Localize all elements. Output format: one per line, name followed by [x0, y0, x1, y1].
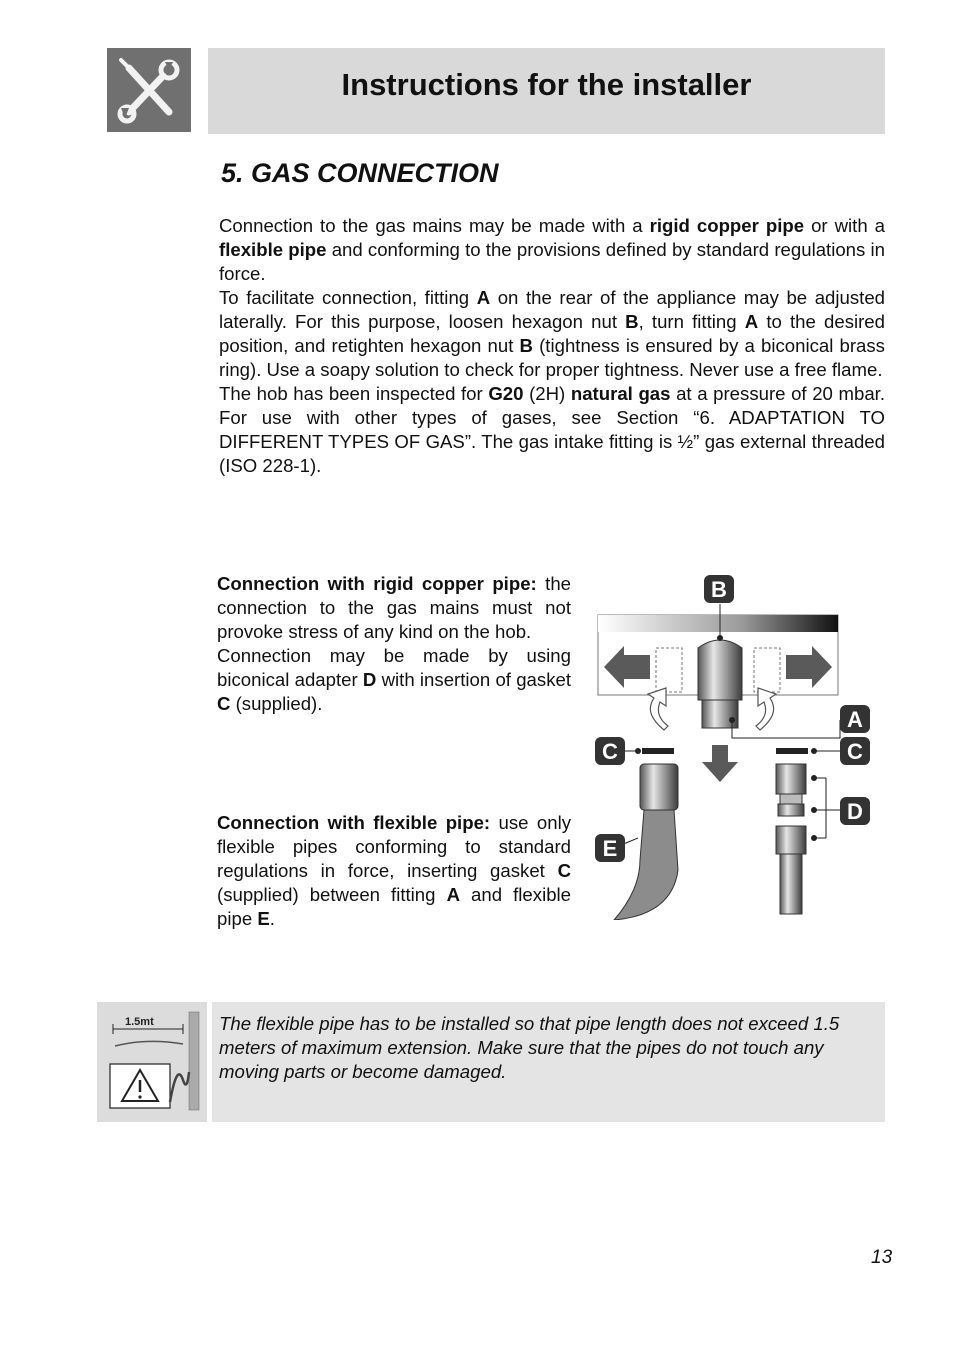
rigid-paragraph-1: Connection with rigid copper pipe: the connection to the gas mains must not provoke stress of any kind on the hob.	[217, 573, 572, 642]
header-bar	[208, 48, 885, 134]
intro-text	[219, 214, 885, 478]
gas-connection-diagram	[594, 570, 876, 920]
intro-paragraph-2: To facilitate connection, fitting A on the rear of the appliance may be adjusted laterally. For this purpose, loosen hexagon nut B, turn fitting A to the desired position, and retighten hexagon nut B (tightness is ensured by a biconical brass ring). Use a soapy solution to check for proper tightness. Never use a free flame.	[219, 287, 885, 380]
label-e: E	[602, 836, 618, 861]
tools-icon	[107, 48, 191, 132]
down-arrow	[702, 745, 738, 782]
appliance-panel	[598, 615, 838, 632]
page-title: Instructions for the installer	[341, 67, 752, 102]
pipe-length-label: 1.5mt	[125, 1016, 154, 1028]
label-d: D	[847, 799, 863, 824]
note-box	[212, 1002, 885, 1122]
intro-paragraph-3: The hob has been inspected for G20 (2H) natural gas at a pressure of 20 mbar. For use with other types of gases, see Section “6. ADAPTATION TO DIFFERENT TYPES OF GAS”. The gas intake fitting is ½” gas external threaded (ISO 228-1).	[219, 383, 885, 476]
rigid-paragraph-2: Connection may be made by using biconical adapter D with insertion of gasket C (supplied).	[217, 645, 571, 714]
label-c-right: C	[847, 739, 863, 764]
flexible-paragraph: Connection with flexible pipe: use only flexible pipes conforming to standard regulations in force, inserting gasket C (supplied) between fitting A and flexible pipe E.	[217, 812, 572, 929]
fitting-a	[698, 640, 742, 700]
note-text: The flexible pipe has to be installed so that pipe length does not exceed 1.5 meters of maximum extension. Make sure that the pipes do not touch any moving parts or become damaged.	[219, 1013, 840, 1082]
section-title: 5. GAS CONNECTION	[221, 158, 499, 188]
intro-paragraph-1: Connection to the gas mains may be made with a rigid copper pipe or with a flexible pipe and conforming to the provisions defined by standard regulations in force.	[219, 215, 885, 284]
label-b: B	[711, 577, 727, 602]
label-a: A	[847, 707, 863, 732]
pipe-length-warning-icon	[97, 1002, 207, 1122]
rigid-pipe-text	[217, 572, 571, 716]
label-c-left: C	[602, 739, 618, 764]
rigid-copper-pipe	[780, 854, 802, 914]
flexible-pipe-e	[614, 810, 678, 920]
adapter-d	[776, 826, 806, 854]
page-number: 13	[871, 1247, 893, 1268]
flexible-pipe-text	[217, 811, 571, 931]
